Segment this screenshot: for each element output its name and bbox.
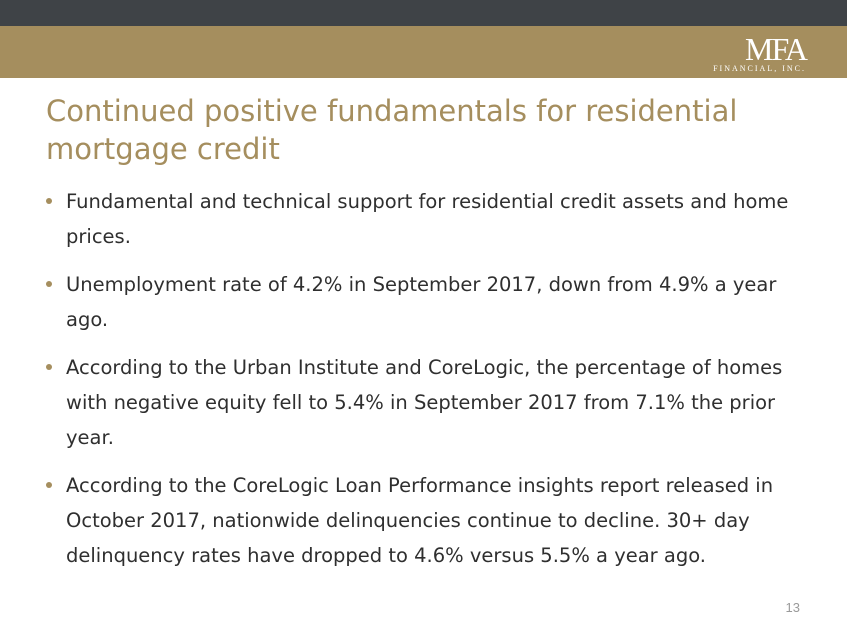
mfa-logo [686, 31, 806, 74]
slide-title: Continued positive fundamentals for residential mortgage credit [46, 94, 738, 166]
bullet-text: According to the CoreLogic Loan Performance insights report released in October 2017, nationwide delinquencies continue to decline. 30+ day delinquency rates have dropped to 4.6% versus 5.5% a year ago. [66, 474, 774, 567]
bullet-item [46, 468, 816, 573]
page-number: 13 [785, 600, 800, 615]
bullet-dot-icon [46, 364, 52, 370]
bullet-dot-icon [46, 198, 52, 204]
bullet-dot-icon [46, 281, 52, 287]
top-bar [0, 0, 847, 26]
bullet-text: Fundamental and technical support for residential credit assets and home prices. [66, 190, 789, 248]
logo-mark: MFA [745, 31, 806, 67]
bullet-item [46, 350, 816, 455]
bullet-item [46, 267, 816, 337]
bullet-dot-icon [46, 482, 52, 488]
bullet-text: According to the Urban Institute and CoreLogic, the percentage of homes with negative equity fell to 5.4% in September 2017 from 7.1% the prior year. [66, 356, 783, 449]
logo-subtitle: FINANCIAL, INC. [713, 64, 806, 73]
bullet-item [46, 184, 816, 254]
bullet-text: Unemployment rate of 4.2% in September 2017, down from 4.9% a year ago. [66, 273, 777, 331]
bullet-list [46, 184, 816, 586]
